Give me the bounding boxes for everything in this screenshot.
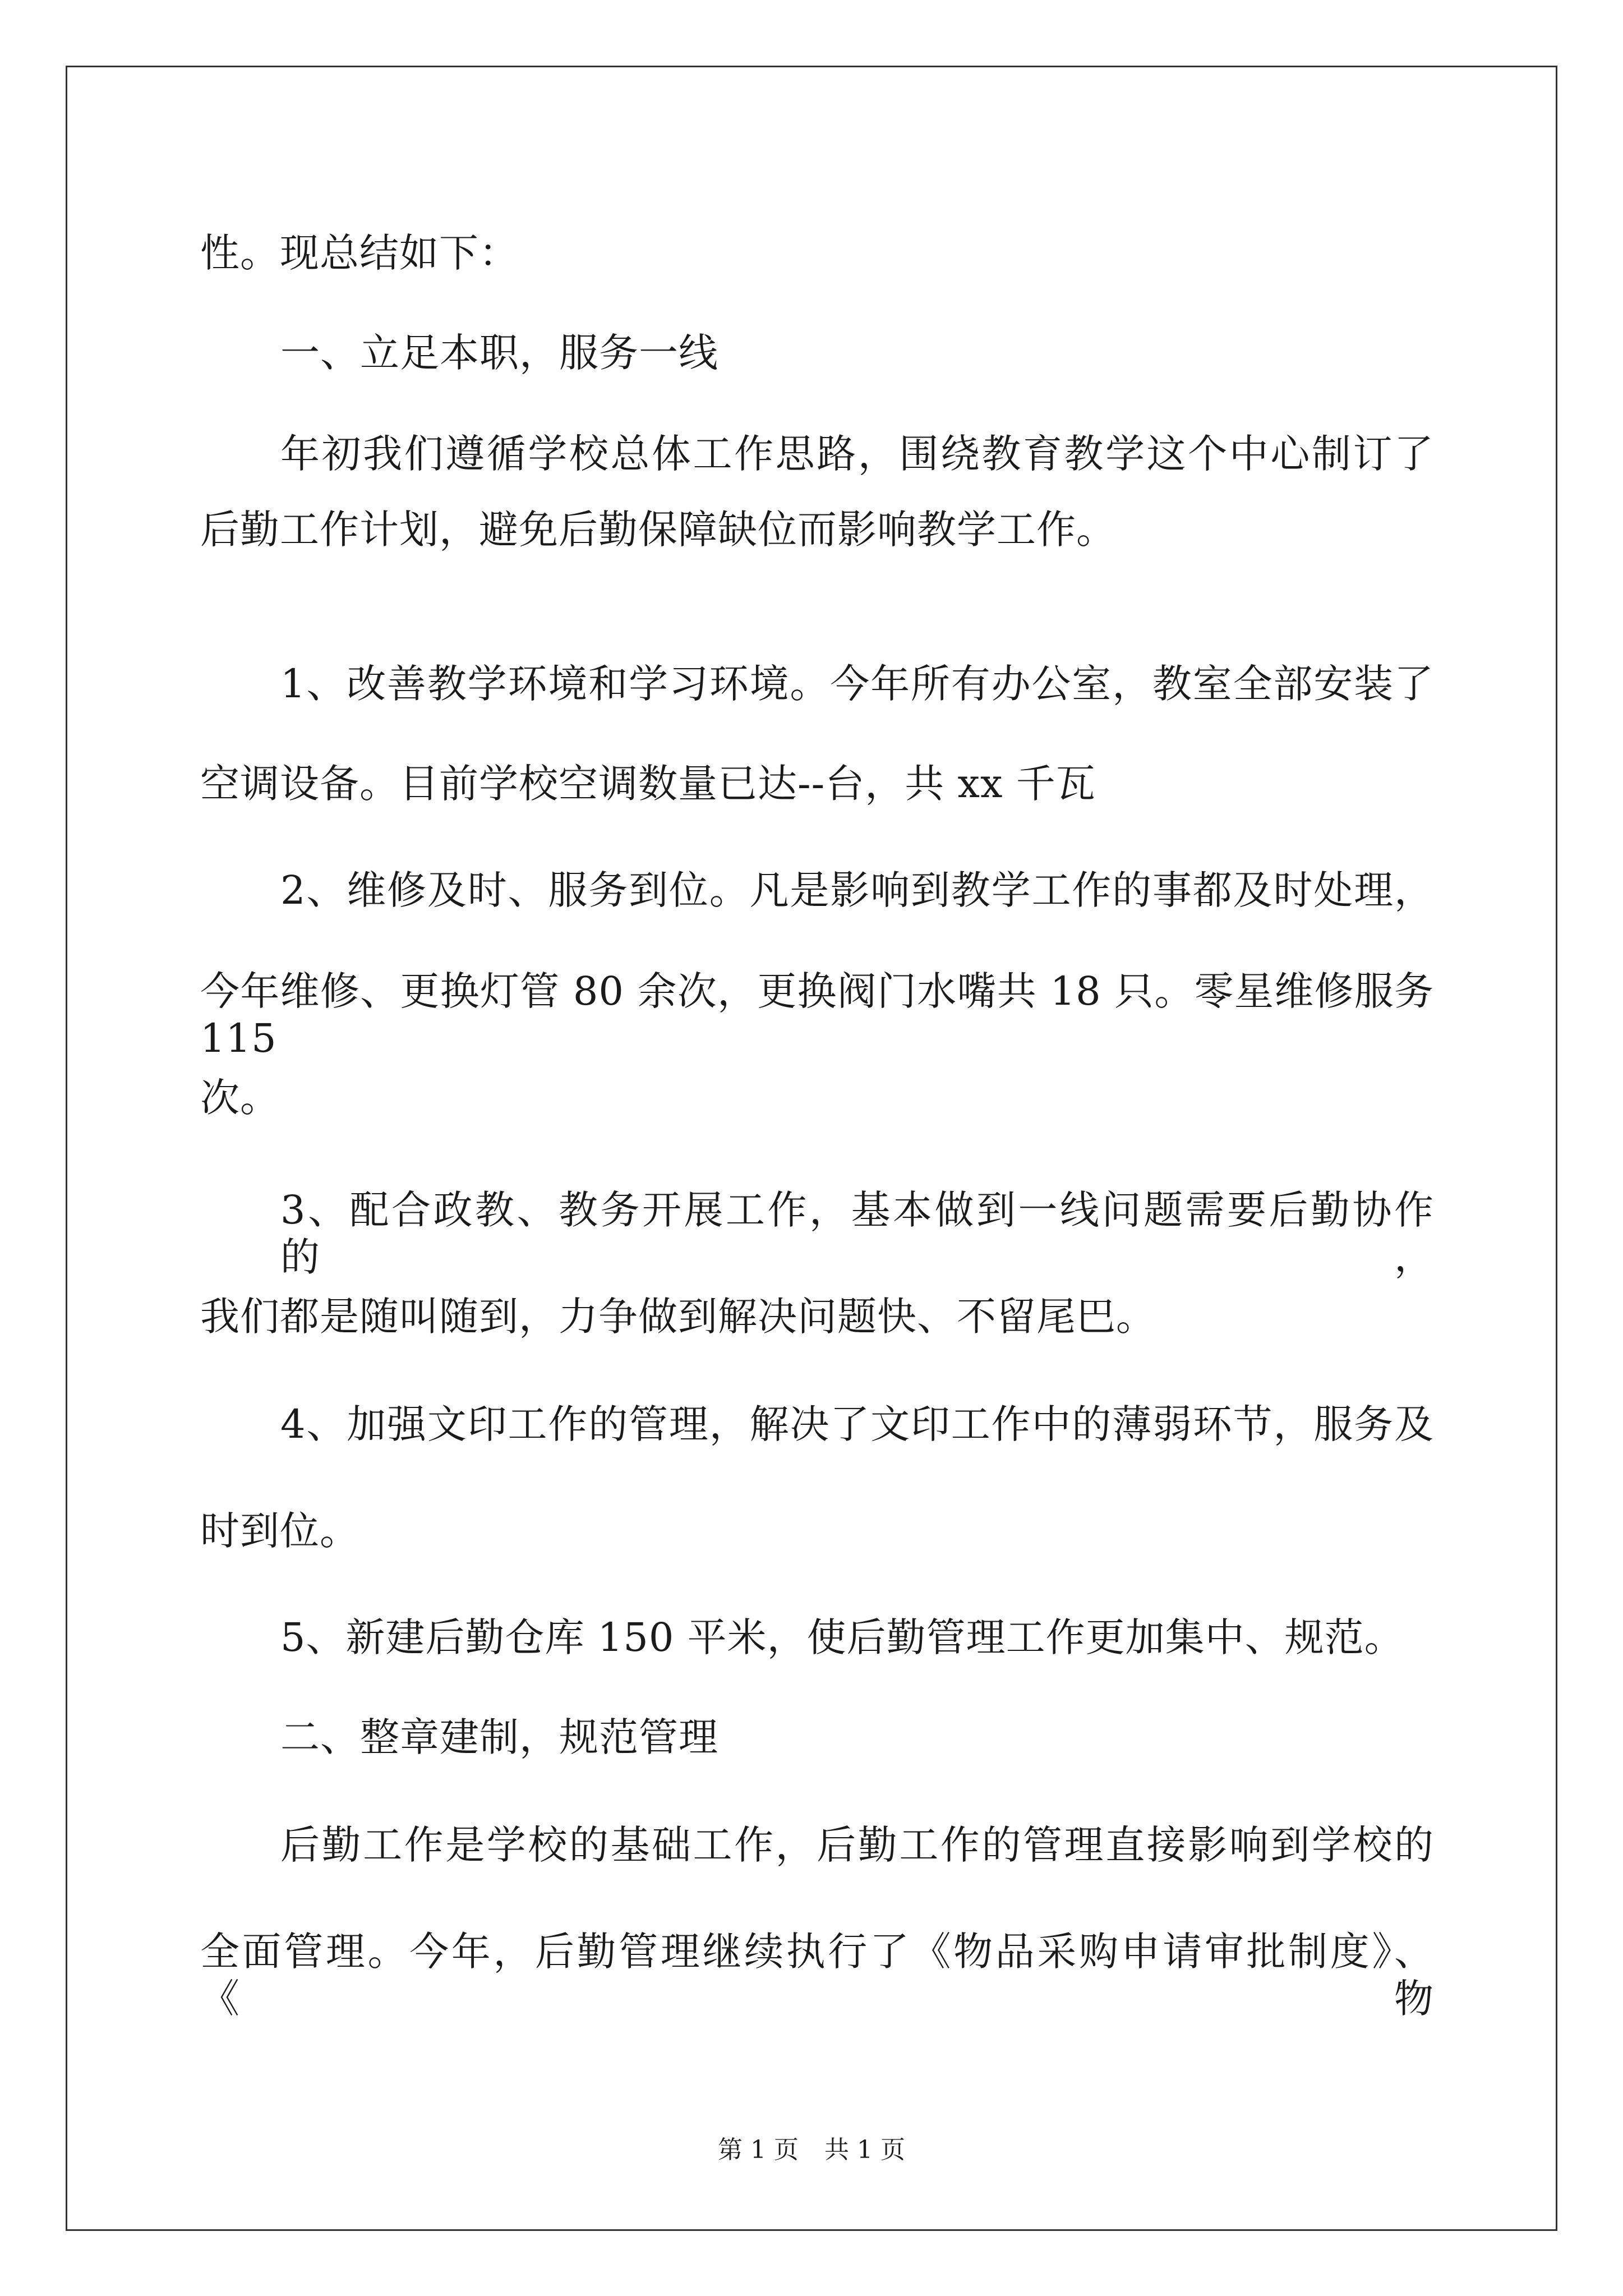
- text-line-7: 2、维修及时、服务到位。凡是影响到教学工作的事都及时处理，: [280, 867, 1434, 913]
- text-line-1: 性。现总结如下：: [200, 230, 519, 276]
- text-line-6: 空调设备。目前学校空调数量已达--台，共 xx 千瓦: [200, 761, 1096, 807]
- page-border: [66, 66, 1557, 2231]
- text-line-14: 5、新建后勤仓库 150 平米，使后勤管理工作更加集中、规范。: [280, 1614, 1404, 1660]
- section-heading-2: 二、整章建制，规范管理: [280, 1714, 718, 1760]
- page-footer: [0, 2134, 1623, 2166]
- text-line-16: 后勤工作是学校的基础工作，后勤工作的管理直接影响到学校的: [280, 1822, 1434, 1868]
- text-line-8: 今年维修、更换灯管 80 余次，更换阀门水嘴共 18 只。零星维修服务 115: [200, 968, 1434, 1061]
- text-line-11: 我们都是随叫随到，力争做到解决问题快、不留尾巴。: [200, 1294, 1156, 1340]
- page-total: 共 1 页: [824, 2136, 905, 2164]
- text-line-5: 1、改善教学环境和学习环境。今年所有办公室，教室全部安装了: [280, 661, 1434, 707]
- page-number: 第 1 页: [718, 2136, 799, 2164]
- text-line-12: 4、加强文印工作的管理，解决了文印工作中的薄弱环节，服务及: [280, 1401, 1434, 1447]
- text-line-17: 全面管理。今年，后勤管理继续执行了《物品采购申请审批制度》、《物: [200, 1929, 1434, 2022]
- text-line-3: 年初我们遵循学校总体工作思路，围绕教育教学这个中心制订了: [280, 431, 1434, 477]
- text-line-4: 后勤工作计划，避免后勤保障缺位而影响教学工作。: [200, 507, 1116, 553]
- text-line-9: 次。: [200, 1075, 280, 1121]
- text-line-10: 3、配合政教、教务开展工作，基本做到一线问题需要后勤协作的，: [280, 1187, 1434, 1280]
- text-line-13: 时到位。: [200, 1508, 359, 1554]
- section-heading-1: 一、立足本职，服务一线: [280, 330, 718, 376]
